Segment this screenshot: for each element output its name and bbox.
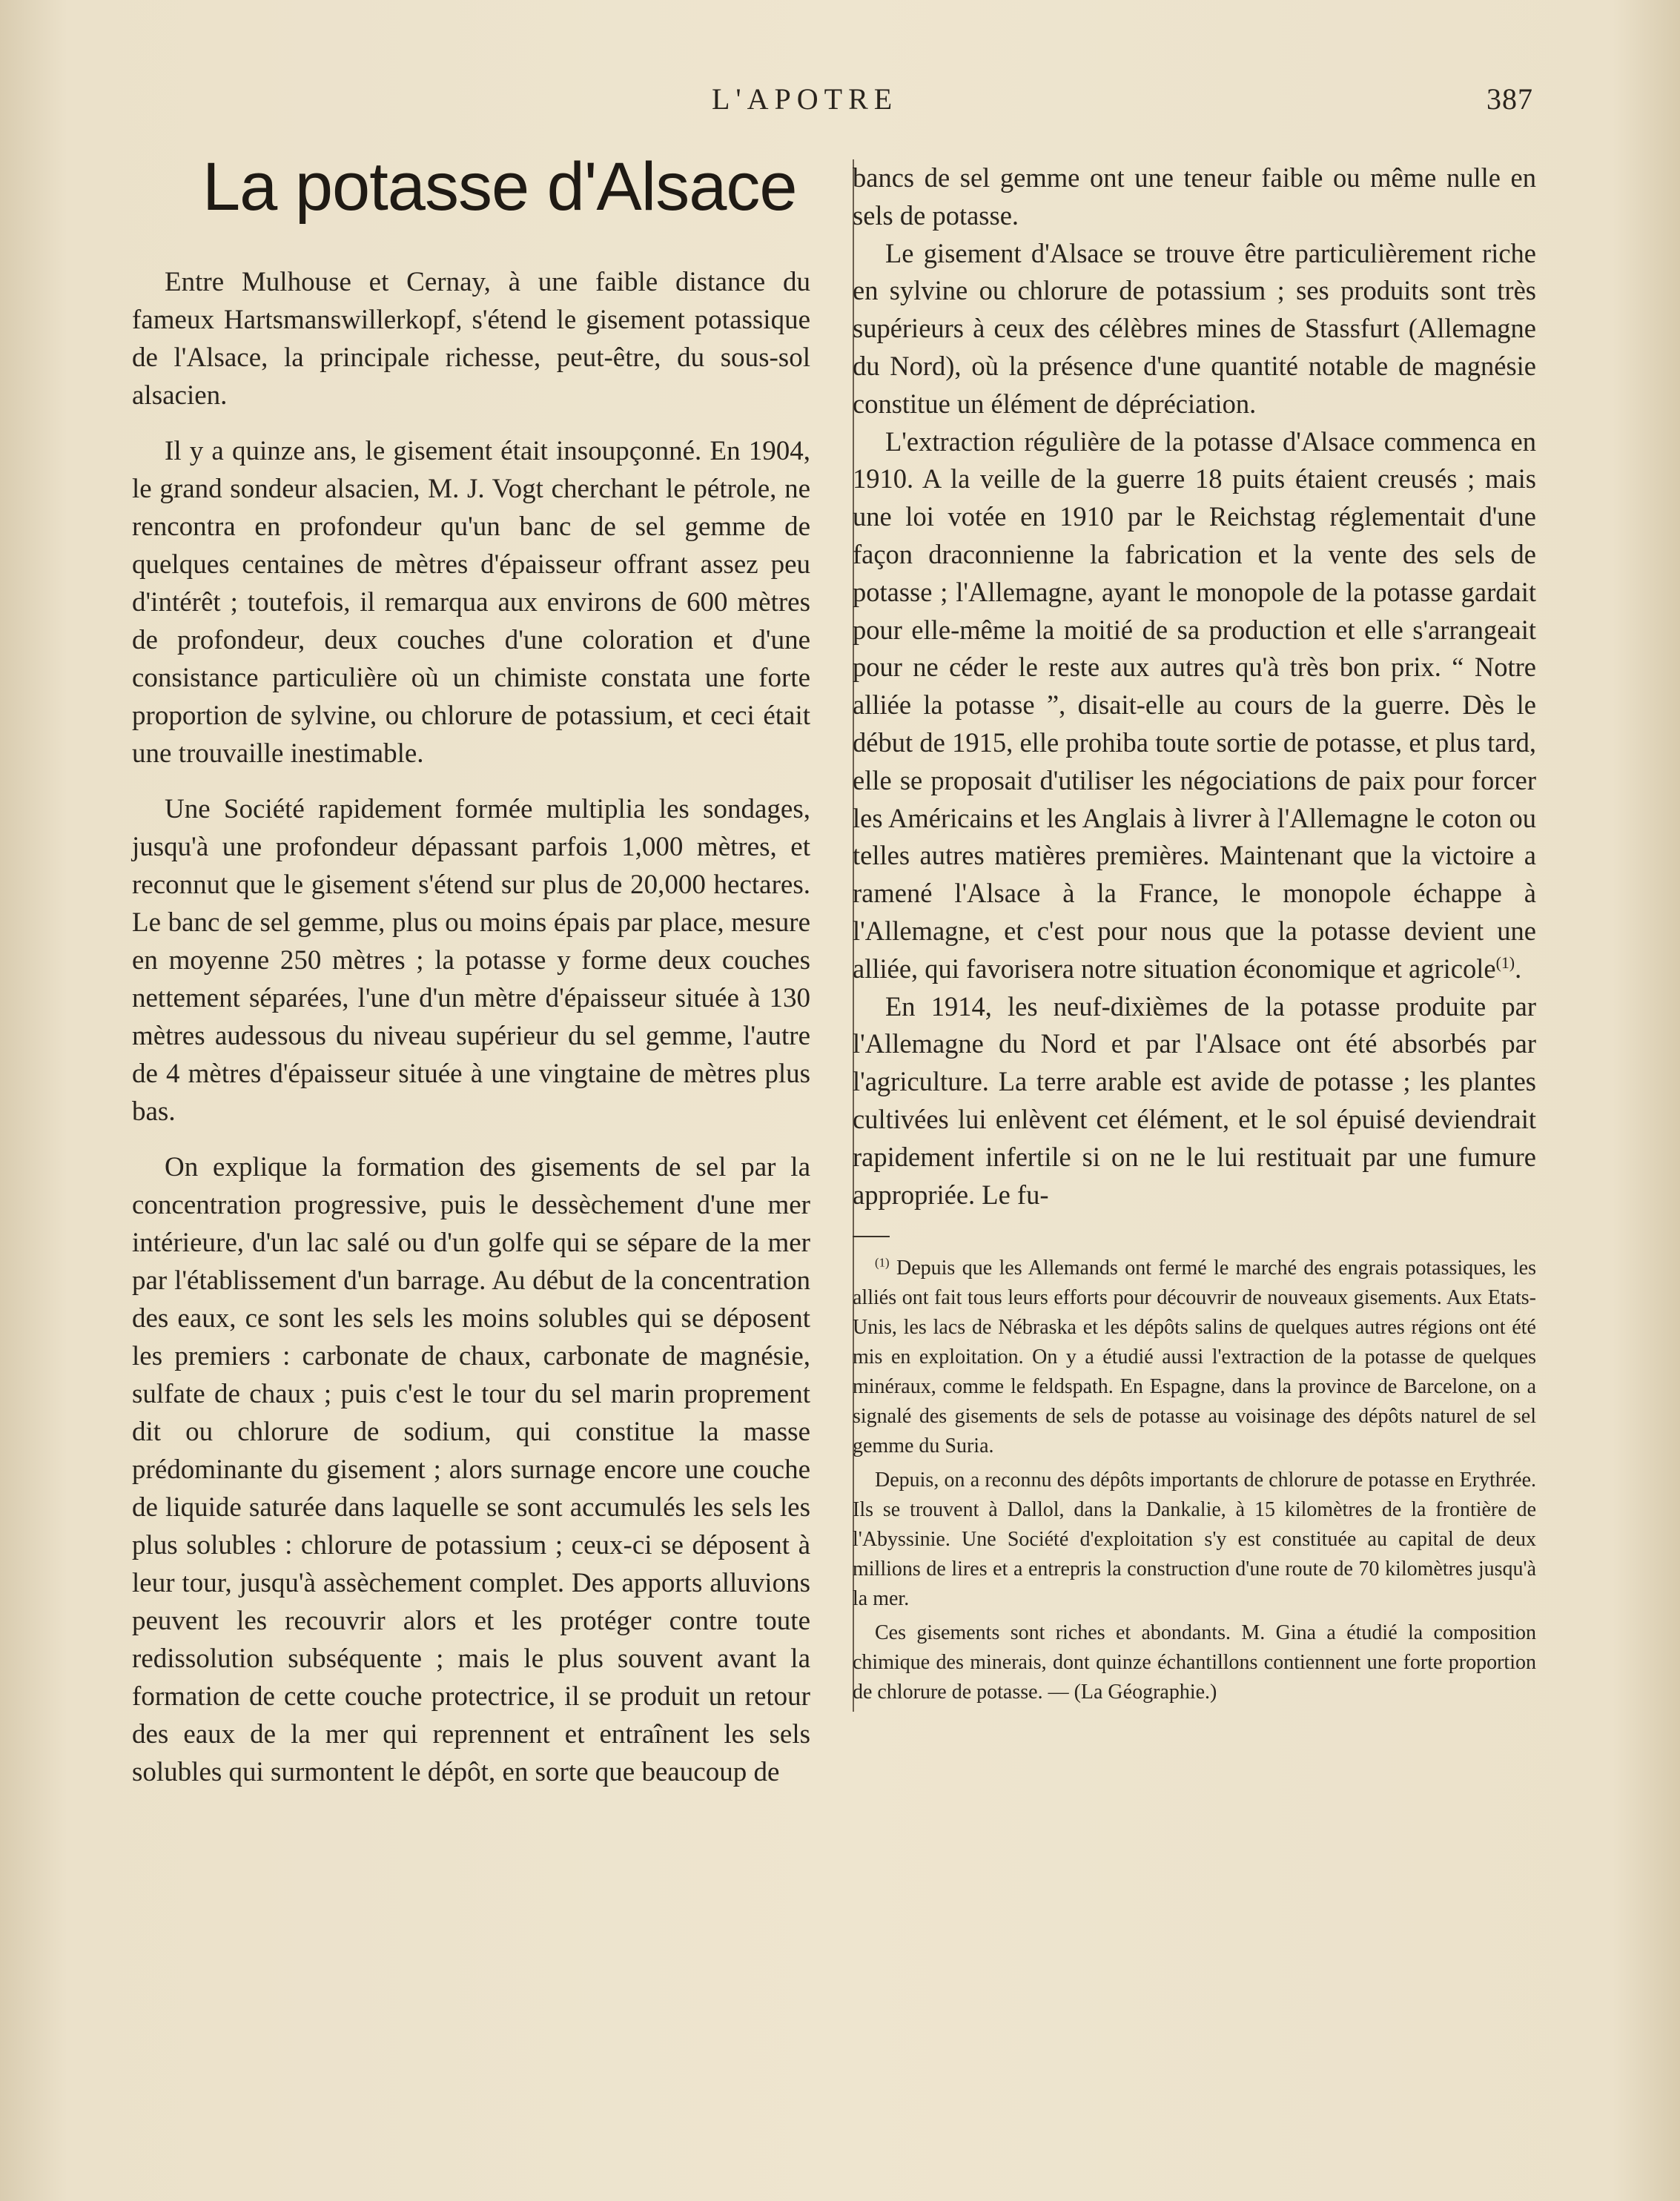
footnotes [853,1254,1536,1707]
footnote-reference: (1) [1495,953,1515,972]
right-column [853,159,1536,1712]
running-title: L'APOTRE [712,82,899,116]
paragraph-continuation: bancs de sel gemme ont une teneur faible ou même nulle en sels de potasse. [853,162,1536,231]
paragraph-end: . [1515,953,1522,984]
paragraph: Entre Mulhouse et Cernay, à une faible distance du fameux Hartsmanswillerkopf, s'étend le gisement potassique de l'Alsace, la principale richesse, peut-être, du sous-sol alsacien. [132,267,810,411]
paragraph [853,423,1536,988]
left-column [132,148,810,1809]
paragraph: En 1914, les neuf-dixièmes de la potasse produite par l'Allemagne du Nord et par l'Alsace ont été absorbés par l'agriculture. La terre arable est avide de potasse ; les plantes cultivées lui enlèvent cet élément, et le sol épuisé deviendrait rapidement infertile si on ne le lui restituait par une fumure appropriée. Le fu- [853,990,1536,1210]
paragraph: Une Société rapidement formée multiplia les sondages, jusqu'à une profondeur dépassant parfois 1,000 mètres, et reconnut que le gisement s'étend sur plus de 20,000 hectares. Le banc de sel gemme, plus ou moins épais par place, mesure en moyenne 250 mètres ; la potasse y forme deux couches nettement séparées, l'une d'un mètre d'épaisseur située à 130 mètres audessous du niveau supérieur du sel gemme, l'autre de 4 mètres d'épaisseur située à une vingtaine de mètres plus bas. [132,794,810,1127]
footnote-mark: (1) [875,1255,890,1270]
footnote-divider [853,1236,890,1237]
paragraph: On explique la formation des gisements de sel par la concentration progressive, puis le dessèchement d'une mer intérieure, d'un lac salé ou d'un golfe qui se sépare de la mer par l'établissement d'un barrage. Au début de la concentration des eaux, ce sont les sels les moins solubles qui se déposent les premiers : carbonate de chaux, carbonate de magnésie, sulfate de chaux ; puis c'est le tour du sel marin proprement dit ou chlorure de sodium, qui constitue la masse prédominante du gisement ; alors surnage encore une couche de liquide saturée dans laquelle se sont accumulés les sels les plus solubles : chlorure de potassium ; ceux-ci se déposent à leur tour, jusqu'à assèchement complet. Des apports alluvions peuvent les recouvrir alors et les protéger contre toute redissolution subséquente ; mais le plus souvent avant la formation de cette couche protectrice, il se produit un retour des eaux de la mer qui reprennent et entraînent les sels solubles qui surmontent le dépôt, en sorte que beaucoup de [132,1152,810,1787]
footnote: Depuis, on a reconnu des dépôts importants de chlorure de potasse en Erythrée. Ils se trouvent à Dallol, dans la Dankalie, à 15 kilomètres de la frontière de l'Abyssinie. Une Société d'exploitation s'y est constituée au capital de deux millions de lires et a entrepris la construction d'une route de 70 kilomètres jusqu'à la mer. [853,1469,1536,1611]
footnote-text: Depuis que les Allemands ont fermé le marché des engrais potassiques, les alliés ont fait tous leurs efforts pour découvrir de nouveaux gisements. Aux Etats-Unis, les lacs de Nébraska et les dépôts salins de quelques autres régions ont été mis en exploitation. On y a étudié aussi l'extraction de la potasse de quelques minéraux, comme le feldspath. En Espagne, dans la province de Barcelone, on a signalé des gisements de sels de potasse au voisinage des dépôts naturel de sel gemme du Suria. [853,1257,1537,1458]
article-title: La potasse d'Alsace [202,149,797,225]
footnote [853,1254,1536,1461]
paragraph: Il y a quinze ans, le gisement était insoupçonné. En 1904, le grand sondeur alsacien, M. J. Vogt cherchant le pétrole, ne rencontra en profondeur qu'un banc de sel gemme de quelques centaines de mètres d'épaisseur offrant assez peu d'intérêt ; toutefois, il remarqua aux environs de 600 mètres de profondeur, deux couches d'une coloration et d'une consistance particulière où un chimiste constata une forte proportion de sylvine, ou chlorure de potassium, et ceci était une trouvaille inestimable. [132,436,810,769]
footnote: Ces gisements sont riches et abondants. M. Gina a étudié la composition chimique des minerais, dont quinze échantillons contiennent une forte proportion de chlorure de potasse. — (La Géographie.) [853,1621,1536,1704]
paragraph: Le gisement d'Alsace se trouve être particulièrement riche en sylvine ou chlorure de potassium ; ses produits sont très supérieurs à ceux des célèbres mines de Stassfurt (Allemagne du Nord), où la présence d'une quantité notable de magnésie constitue un élément de dépréciation. [853,237,1536,419]
paragraph-text: L'extraction régulière de la potasse d'Alsace commenca en 1910. A la veille de la guerre 18 puits étaient creusés ; mais une loi votée en 1910 par le Reichstag réglementait d'une façon draconnienne la fabrication et la vente des sels de potasse ; l'Allemagne, ayant le monopole de la potasse gardait pour elle-même la moitié de sa production et elle s'arrangeait pour ne céder le reste aux autres qu'à très bon prix. “ Notre alliée la potasse ”, disait-elle au cours de la guerre. Dès le début de 1915, elle prohiba toute sortie de potasse, et plus tard, elle se proposait d'utiliser les négociations de paix pour forcer les Américains et les Anglais à livrer à l'Allemagne le coton ou telles autres matières premières. Maintenant que la victoire a ramené l'Alsace à la France, le monopole échappe à l'Allemagne, et c'est pour nous que la potasse devient une alliée, qui favorisera notre situation économique et agricole [853,426,1536,984]
page-number: 387 [1486,82,1533,116]
